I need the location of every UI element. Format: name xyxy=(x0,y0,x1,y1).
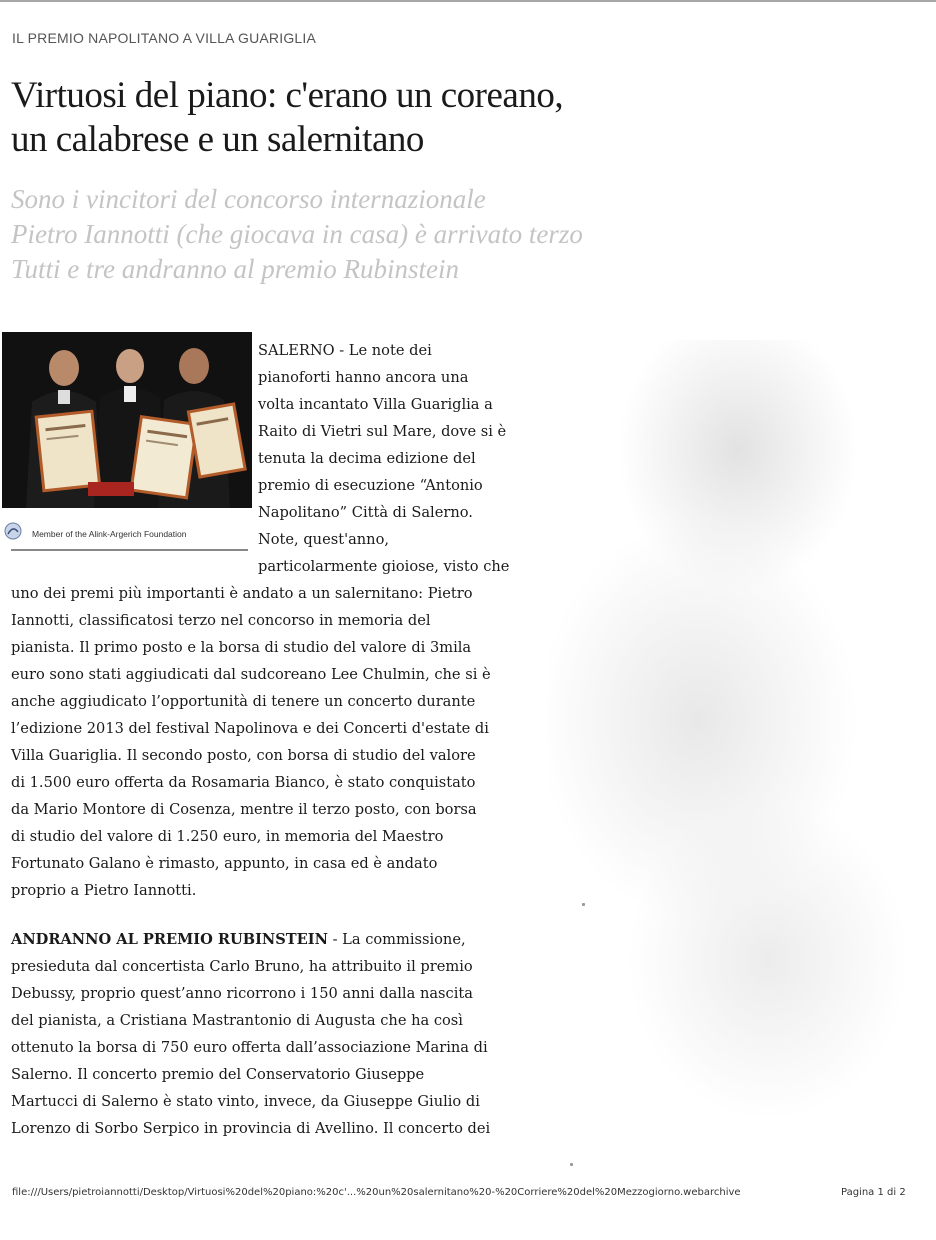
paragraph-line: Iannotti, classificatosi terzo nel concorso in memoria del xyxy=(11,612,431,629)
intro-line: premio di esecuzione “Antonio xyxy=(258,477,483,494)
article-headline xyxy=(11,74,711,162)
paragraph-line: Debussy, proprio quest’anno ricorrono i 150 anni dalla nascita xyxy=(11,985,473,1002)
paragraph-line: Fortunato Galano è rimasto, appunto, in casa ed è andato xyxy=(11,855,438,872)
paragraph-line: uno dei premi più importanti è andato a un salernitano: Pietro xyxy=(11,585,473,602)
paragraph-line-text: - La commissione, xyxy=(327,931,466,948)
paragraph-line: Martucci di Salerno è stato vinto, invece, da Giuseppe Giulio di xyxy=(11,1093,480,1110)
intro-line: tenuta la decima edizione del xyxy=(258,450,476,467)
subhead-line: Tutti e tre andranno al premio Rubinstein xyxy=(11,254,459,284)
article-photo-block xyxy=(2,332,252,552)
intro-line: volta incantato Villa Guariglia a xyxy=(258,396,493,413)
paragraph-line: Villa Guariglia. Il secondo posto, con borsa di studio del valore xyxy=(11,747,476,764)
intro-line-text: SALERNO - Le note dei xyxy=(258,342,432,359)
article-kicker: IL PREMIO NAPOLITANO A VILLA GUARIGLIA xyxy=(12,30,317,46)
paragraph-line: di studio del valore di 1.250 euro, in memoria del Maestro xyxy=(11,828,444,845)
caption-rule xyxy=(11,549,248,551)
foundation-logo-icon xyxy=(4,522,22,540)
footer-url: file:///Users/pietroiannotti/Desktop/Virtuosi%20del%20piano:%20c'...%20un%20salernitano%20-%20Corriere%20del%20Mezzogiorno.webarchive xyxy=(12,1187,741,1198)
paragraph-line: pianista. Il primo posto e la borsa di studio del valore di 3mila xyxy=(11,639,472,656)
intro-line: particolarmente gioiose, visto che xyxy=(258,558,510,575)
intro-line: Raito di Vietri sul Mare, dove si è xyxy=(258,423,507,440)
photo-caption: Member of the Alink-Argerich Foundation xyxy=(32,529,187,539)
article-subhead xyxy=(11,182,771,287)
article-paragraph-1 xyxy=(11,580,491,904)
paragraph-line: euro sono stati aggiudicati dal sudcoreano Lee Chulmin, che si è xyxy=(11,666,491,683)
paragraph-line: del pianista, a Cristiana Mastrantonio di Augusta che ha così xyxy=(11,1012,463,1029)
section-heading: ANDRANNO AL PREMIO RUBINSTEIN xyxy=(11,931,328,948)
paragraph-line: l’edizione 2013 del festival Napolinova e dei Concerti d'estate di xyxy=(11,720,489,737)
subhead-line: Sono i vincitori del concorso internazionale xyxy=(11,184,486,214)
paragraph-line: da Mario Montore di Cosenza, mentre il terzo posto, con borsa xyxy=(11,801,477,818)
winners-photo xyxy=(2,332,252,508)
article-intro xyxy=(258,337,509,580)
artifact-dot xyxy=(570,1163,573,1166)
headline-line: Virtuosi del piano: c'erano un coreano, xyxy=(11,75,564,116)
paragraph-line: presieduta dal concertista Carlo Bruno, ha attribuito il premio xyxy=(11,958,473,975)
paragraph-line: ottenuto la borsa di 750 euro offerta dall’associazione Marina di xyxy=(11,1039,488,1056)
artifact-dot xyxy=(582,903,585,906)
top-rule xyxy=(0,0,936,2)
winners-photo-illustration xyxy=(2,332,252,508)
headline-line: un calabrese e un salernitano xyxy=(11,119,424,160)
paragraph-line: anche aggiudicato l’opportunità di tenere un concerto durante xyxy=(11,693,476,710)
intro-line: pianoforti hanno ancora una xyxy=(258,369,469,386)
paragraph-line: Lorenzo di Sorbo Serpico in provincia di Avellino. Il concerto dei xyxy=(11,1120,491,1137)
paragraph-line xyxy=(11,926,490,953)
paragraph-line: Salerno. Il concerto premio del Conservatorio Giuseppe xyxy=(11,1066,425,1083)
paragraph-line: proprio a Pietro Iannotti. xyxy=(11,882,197,899)
paragraph-line: di 1.500 euro offerta da Rosamaria Bianco, è stato conquistato xyxy=(11,774,476,791)
intro-line: Napolitano” Città di Salerno. xyxy=(258,504,473,521)
page-number: Pagina 1 di 2 xyxy=(841,1187,906,1198)
blurred-advertisement xyxy=(548,340,928,1140)
article-paragraph-2 xyxy=(11,926,490,1142)
intro-line: Note, quest'anno, xyxy=(258,531,390,548)
intro-line xyxy=(258,337,509,364)
subhead-line: Pietro Iannotti (che giocava in casa) è arrivato terzo xyxy=(11,219,583,249)
